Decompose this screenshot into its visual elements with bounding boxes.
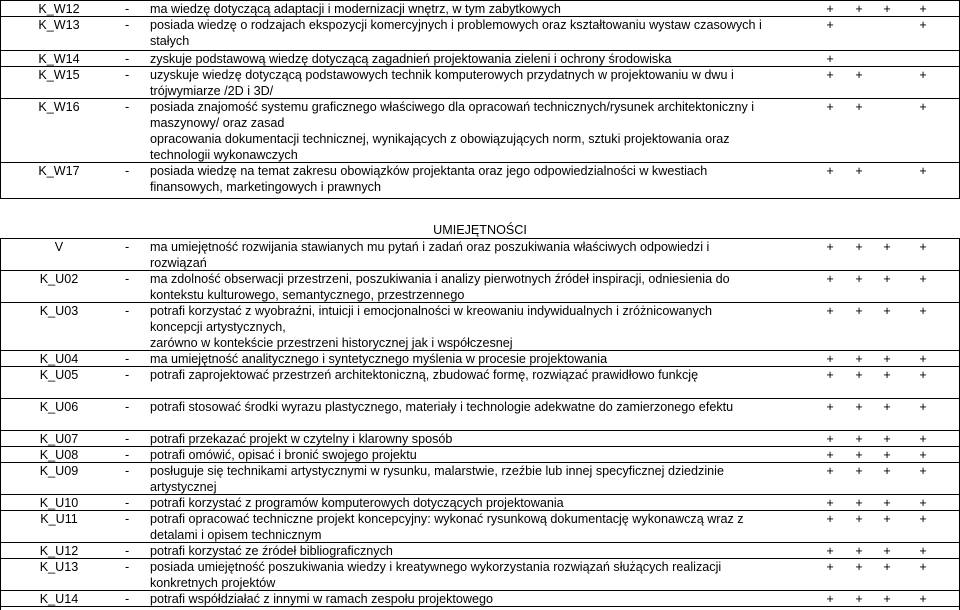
outcome-description-line: posiada wiedzę o rodzajach ekspozycji komercyjnych i problemowych oraz kształtowaniu wystaw czasowych i [150,18,762,32]
plus-mark: + [919,100,927,114]
plus-mark: + [855,464,863,478]
plus-mark: + [826,432,834,446]
outcome-code: K_U09 [39,464,79,478]
plus-mark: + [883,368,891,382]
outcome-description-line: artystycznej [150,480,217,494]
outcome-description-line: zyskuje podstawową wiedzę dotyczącą zagadnień projektowania zieleni i ochrony środowiska [150,52,672,66]
plus-mark: + [883,496,891,510]
bullet-dash: - [125,496,130,510]
outcome-code: K_U12 [39,544,79,558]
plus-mark: + [826,2,834,16]
outcome-code: K_W15 [38,68,80,82]
outcome-description-line: posiada umiejętność poszukiwania wiedzy i kreatywnego wykorzystania rozwiązań służących realizacji [150,560,722,574]
outcome-code: K_U11 [40,512,78,526]
plus-mark: + [919,496,927,510]
bullet-dash: - [125,544,130,558]
bullet-dash: - [125,448,130,462]
plus-mark: + [855,100,863,114]
outcome-description-line: detalami i opisem technicznym [150,528,322,542]
outcome-description-line: ma umiejętność rozwijania stawianych mu pytań i zadań oraz poszukiwania właściwych odpowiedzi i [150,240,710,254]
plus-mark: + [826,272,834,286]
plus-mark: + [855,544,863,558]
plus-mark: + [883,544,891,558]
plus-mark: + [826,464,834,478]
plus-mark: + [855,400,863,414]
plus-mark: + [855,448,863,462]
outcome-description-line: rozwiązań [150,256,207,270]
plus-mark: + [919,18,927,32]
plus-mark: + [883,592,891,606]
outcome-description-line: potrafi opracować techniczne projekt koncepcyjny: wykonać rysunkową dokumentację wykonawczą wraz z [150,512,744,526]
bullet-dash: - [125,432,130,446]
bullet-dash: - [125,272,130,286]
plus-mark: + [883,400,891,414]
bullet-dash: - [125,68,130,82]
outcome-description-line: ma zdolność obserwacji przestrzeni, poszukiwania i analizy pierwotnych źródeł inspiracji, odniesienia do [150,272,730,286]
plus-mark: + [883,2,891,16]
plus-mark: + [919,512,927,526]
plus-mark: + [826,304,834,318]
plus-mark: + [919,164,927,178]
table-rule [0,198,960,199]
plus-mark: + [855,272,863,286]
plus-mark: + [826,592,834,606]
plus-mark: + [919,432,927,446]
bullet-dash: - [125,368,130,382]
plus-mark: + [919,368,927,382]
outcome-description-line: potrafi korzystać z programów komputerowych dotyczących projektowania [150,496,564,510]
bullet-dash: - [125,512,130,526]
outcome-description-line: potrafi korzystać ze źródeł bibliograficznych [150,544,393,558]
plus-mark: + [919,240,927,254]
outcome-code: K_W16 [38,100,80,114]
outcome-description-line: maszynowy/ oraz zasad [150,116,285,130]
plus-mark: + [826,52,834,66]
plus-mark: + [883,560,891,574]
outcome-code: K_U05 [39,368,79,382]
bullet-dash: - [125,18,130,32]
plus-mark: + [826,560,834,574]
plus-mark: + [855,352,863,366]
plus-mark: + [826,240,834,254]
outcome-code: K_U04 [39,352,79,366]
bullet-dash: - [125,592,130,606]
outcome-code: V [54,240,64,254]
plus-mark: + [883,304,891,318]
outcome-code: K_U13 [39,560,79,574]
plus-mark: + [919,448,927,462]
plus-mark: + [883,464,891,478]
outcome-description-line: ma umiejętność analitycznego i syntetycznego myślenia w procesie projektowania [150,352,608,366]
plus-mark: + [826,368,834,382]
outcome-code: K_W14 [38,52,80,66]
plus-mark: + [855,368,863,382]
plus-mark: + [826,352,834,366]
plus-mark: + [855,68,863,82]
plus-mark: + [855,304,863,318]
outcome-description-line: finansowych, marketingowych i prawnych [150,180,381,194]
bullet-dash: - [125,352,130,366]
outcome-description-line: koncepcji artystycznych, [150,320,286,334]
bullet-dash: - [125,52,130,66]
plus-mark: + [919,272,927,286]
outcome-description-line: uzyskuje wiedzę dotyczącą podstawowych technik komputerowych przydatnych w projektowaniu w dwu i [150,68,734,82]
plus-mark: + [919,68,927,82]
outcome-description-line: posiada znajomość systemu graficznego właściwego dla opracowań technicznych/rysunek architektoniczny i [150,100,755,114]
plus-mark: + [826,18,834,32]
plus-mark: + [919,2,927,16]
bullet-dash: - [125,164,130,178]
outcome-description-line: zarówno w kontekście przestrzeni historycznej jak i współczesnej [150,336,513,350]
bullet-dash: - [125,2,130,16]
plus-mark: + [826,496,834,510]
plus-mark: + [919,400,927,414]
outcome-code: K_U07 [39,432,79,446]
plus-mark: + [919,304,927,318]
outcome-description-line: technologii wykonawczych [150,148,298,162]
bullet-dash: - [125,304,130,318]
plus-mark: + [826,448,834,462]
plus-mark: + [883,448,891,462]
outcome-code: K_U02 [39,272,79,286]
plus-mark: + [919,544,927,558]
outcome-code: K_W12 [38,2,80,16]
plus-mark: + [855,592,863,606]
outcome-description-line: trójwymiarze /2D i 3D/ [150,84,274,98]
bullet-dash: - [125,464,130,478]
bullet-dash: - [125,400,130,414]
bullet-dash: - [125,100,130,114]
outcome-description-line: potrafi omówić, opisać i bronić swojego projektu [150,448,417,462]
outcome-description-line: posiada wiedzę na temat zakresu obowiązków projektanta oraz jego odpowiedzialności w kwestiach [150,164,708,178]
outcome-description-line: stałych [150,34,190,48]
outcome-description-line: potrafi przekazać projekt w czytelny i klarowny sposób [150,432,453,446]
outcome-description-line: potrafi współdziałać z innymi w ramach zespołu projektowego [150,592,493,606]
bullet-dash: - [125,560,130,574]
outcome-code: K_W13 [38,18,80,32]
plus-mark: + [826,68,834,82]
plus-mark: + [883,240,891,254]
plus-mark: + [855,512,863,526]
plus-mark: + [855,240,863,254]
plus-mark: + [826,544,834,558]
plus-mark: + [855,496,863,510]
plus-mark: + [883,432,891,446]
outcome-code: K_U14 [39,592,79,606]
outcome-description-line: kontekstu kulturowego, semantycznego, przestrzennego [150,288,465,302]
outcome-code: K_U10 [39,496,79,510]
plus-mark: + [826,164,834,178]
plus-mark: + [855,432,863,446]
section-header-skills: UMIEJĘTNOŚCI [433,223,527,237]
bullet-dash: - [125,240,130,254]
plus-mark: + [826,400,834,414]
outcome-description-line: potrafi korzystać z wyobraźni, intuicji i emocjonalności w kreowaniu indywidualnych i zróżnicowanych [150,304,713,318]
plus-mark: + [919,352,927,366]
outcome-code: K_U06 [39,400,79,414]
outcome-description-line: potrafi zaprojektować przestrzeń architektoniczną, zbudować formę, rozwiązać prawidłowo funkcję [150,368,699,382]
plus-mark: + [855,164,863,178]
outcome-description-line: ma wiedzę dotyczącą adaptacji i modernizacji wnętrz, w tym zabytkowych [150,2,561,16]
outcome-code: K_U08 [39,448,79,462]
plus-mark: + [855,2,863,16]
plus-mark: + [883,512,891,526]
plus-mark: + [883,352,891,366]
outcome-description-line: konkretnych projektów [150,576,276,590]
plus-mark: + [919,560,927,574]
plus-mark: + [919,592,927,606]
outcome-description-line: potrafi stosować środki wyrazu plastycznego, materiały i technologie adekwatne do zamierzonego efektu [150,400,734,414]
plus-mark: + [883,272,891,286]
plus-mark: + [919,464,927,478]
plus-mark: + [826,100,834,114]
plus-mark: + [855,560,863,574]
outcome-code: K_U03 [39,304,79,318]
outcome-description-line: posługuje się technikami artystycznymi w rysunku, malarstwie, rzeźbie lub innej specyficznej dziedzinie [150,464,724,478]
outcome-code: K_W17 [38,164,80,178]
outcome-description-line: opracowania dokumentacji technicznej, wynikających z obowiązujących norm, sztuki projektowania oraz [150,132,730,146]
plus-mark: + [826,512,834,526]
